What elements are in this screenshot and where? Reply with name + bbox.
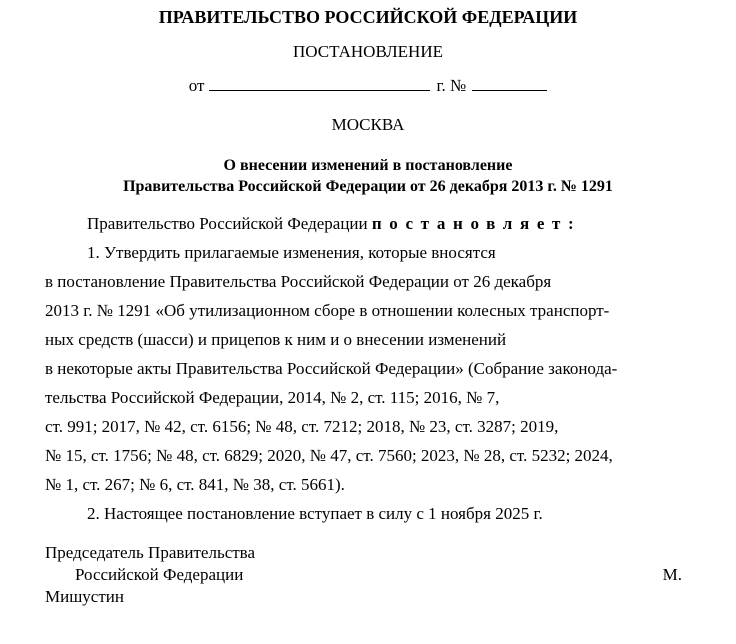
signature-surname: Мишустин: [45, 587, 124, 606]
body-line: № 15, ст. 1756; № 48, ст. 6829; 2020, № 47, ст. 7560; 2023, № 28, ст. 5232; 2024,: [45, 446, 613, 465]
preamble-lead: Правительство Российской Федерации: [87, 214, 368, 233]
date-from-label: от: [188, 76, 205, 95]
document-body: [45, 209, 698, 528]
body-paragraph2: 2. Настоящее постановление вступает в силу с 1 ноября 2025 г.: [87, 504, 543, 523]
signature-position-line2-left: Российской Федерации: [75, 565, 244, 584]
header-document-type: ПОСТАНОВЛЕНИЕ: [292, 42, 443, 61]
body-line: в некоторые акты Правительства Российской Федерации» (Собрание законода-: [45, 359, 618, 378]
body-line: 1. Утвердить прилагаемые изменения, которые вносятся: [87, 243, 496, 262]
date-number-line: [0, 75, 736, 96]
body-line: в постановление Правительства Российской Федерации от 26 декабря: [45, 272, 552, 291]
document-title-line2: Правительства Российской Федерации от 26 декабря 2013 г. № 1291: [123, 178, 613, 195]
body-preamble: [45, 209, 698, 238]
document-title-line1: О внесении изменений в постановление: [223, 157, 513, 174]
preamble-verb: постановляет:: [371, 214, 582, 233]
document-title: [0, 155, 736, 197]
year-number-label: г. №: [436, 76, 467, 95]
signature-position-line1: Председатель Правительства: [45, 543, 256, 562]
header-organization: ПРАВИТЕЛЬСТВО РОССИЙСКОЙ ФЕДЕРАЦИИ: [158, 7, 578, 27]
body-line: № 1, ст. 267; № 6, ст. 841, № 38, ст. 5661).: [45, 475, 345, 494]
body-line: тельства Российской Федерации, 2014, № 2, ст. 115; 2016, № 7,: [45, 388, 500, 407]
body-line: ст. 991; 2017, № 42, ст. 6156; № 48, ст. 7212; 2018, № 23, ст. 3287; 2019,: [45, 417, 559, 436]
body-line: 2013 г. № 1291 «Об утилизационном сборе в отношении колесных транспорт-: [45, 301, 610, 320]
number-blank-line: [472, 75, 547, 91]
header-city: МОСКВА: [331, 115, 405, 134]
signature-block: [45, 542, 682, 608]
signature-initial: М.: [662, 565, 682, 584]
body-line: ных средств (шасси) и прицепов к ним и о внесении изменений: [45, 330, 507, 349]
date-blank-line: [209, 75, 430, 91]
signature-position-line2: [45, 564, 682, 586]
